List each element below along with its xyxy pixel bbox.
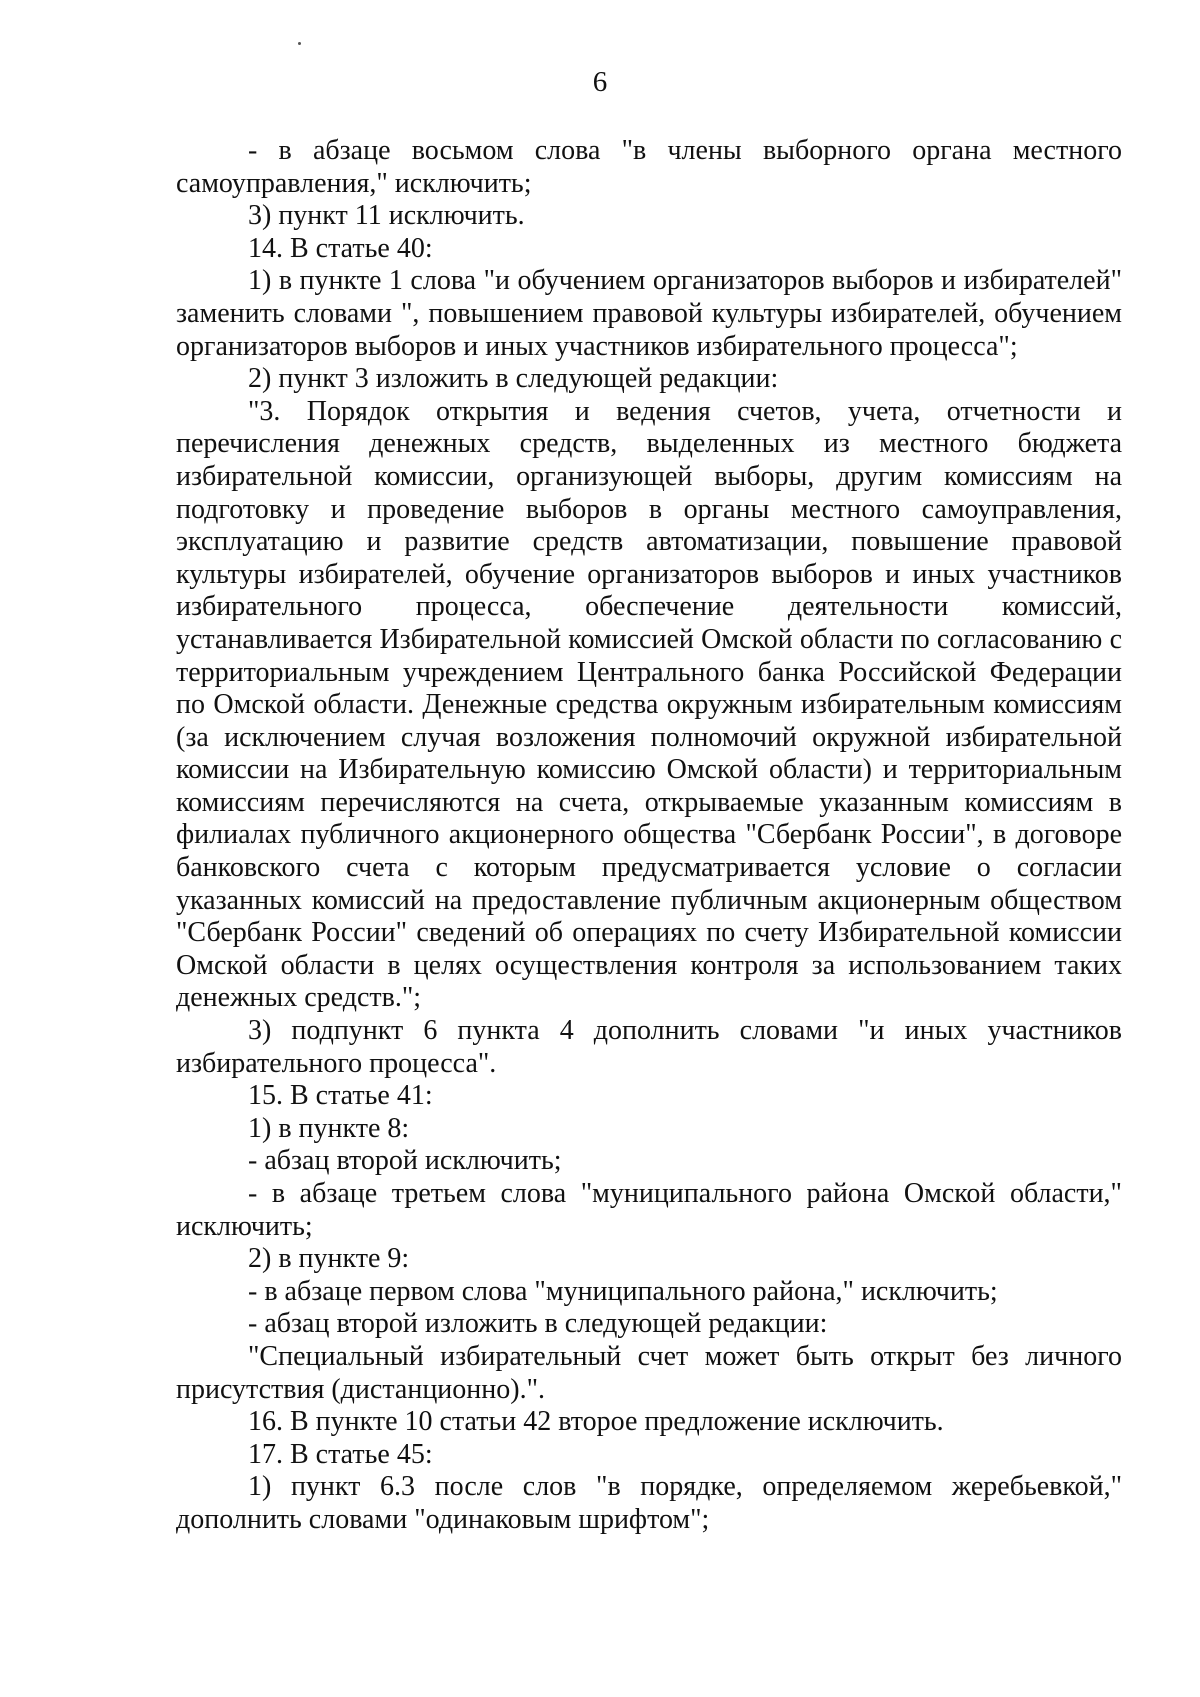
paragraph-11: - в абзаце третьем слова "муниципального района Омской области," исключить; — [176, 1178, 1122, 1242]
paragraph-14: - абзац второй изложить в следующей редакции: — [248, 1308, 828, 1340]
paragraph-8: 15. В статье 41: — [248, 1080, 433, 1112]
paragraph-18: 1) пункт 6.3 после слов "в порядке, определяемом жеребьевкой," дополнить словами "одинаковым шрифтом"; — [176, 1471, 1122, 1535]
document-body — [176, 135, 1122, 1537]
page-number: 6 — [592, 66, 608, 98]
paragraph-15: "Специальный избирательный счет может быть открыт без личного присутствия (дистанционно).". — [176, 1340, 1122, 1405]
paragraph-4: 1) в пункте 1 слова "и обучением организаторов выборов и избирателей" заменить словами ", повышением правовой культуры избирателей, обучением организаторов выборов и иных участников избирательного процесса"; — [176, 265, 1122, 362]
paragraph-10: - абзац второй исключить; — [248, 1145, 562, 1177]
paragraph-16: 16. В пункте 10 статьи 42 второе предложение исключить. — [248, 1406, 944, 1438]
paragraph-13: - в абзаце первом слова "муниципального района," исключить; — [248, 1275, 998, 1307]
paragraph-1: - в абзаце восьмом слова "в члены выборного органа местного самоуправления," исключить; — [176, 135, 1122, 199]
paragraph-7: 3) подпункт 6 пункта 4 дополнить словами "и иных участников избирательного процесса". — [176, 1015, 1122, 1079]
paragraph-9: 1) в пункте 8: — [248, 1112, 410, 1144]
paragraph-3: 14. В статье 40: — [248, 232, 433, 264]
paragraph-17: 17. В статье 45: — [248, 1438, 433, 1470]
paragraph-2: 3) пункт 11 исключить. — [248, 200, 525, 232]
paragraph-5: 2) пункт 3 изложить в следующей редакции: — [248, 363, 779, 395]
scan-speck — [298, 42, 301, 45]
paragraph-12: 2) в пункте 9: — [248, 1243, 410, 1275]
paragraph-6: "3. Порядок открытия и ведения счетов, учета, отчетности и перечисления денежных средств, выделенных из местного бюджета избирательной комиссии, организующей выборы, другим комиссиям на подготовку и проведение выборов в органы местного самоуправления, эксплуатацию и развитие средств автоматизации, повышение правовой культуры избирателей, обучение организаторов выборов и иных участников избирательного процесса, обеспечение деятельности комиссий, устанавливается Избирательной комиссией Омской области по согласованию с территориальным учреждением Центрального банка Российской Федерации по Омской области. Денежные средства окружным избирательным комиссиям (за исключением случая возложения полномочий окружной избирательной комиссии на Избирательную комиссию Омской области) и территориальным комиссиям перечисляются на счета, открываемые указанным комиссиям в филиалах публичного акционерного общества "Сбербанк России", в договоре банковского счета с которым предусматривается условие о согласии указанных комиссий на предоставление публичным акционерным обществом "Сбербанк России" сведений об операциях по счету Избирательной комиссии Омской области в целях осуществления контроля за использованием таких денежных средств."; — [176, 395, 1122, 1014]
